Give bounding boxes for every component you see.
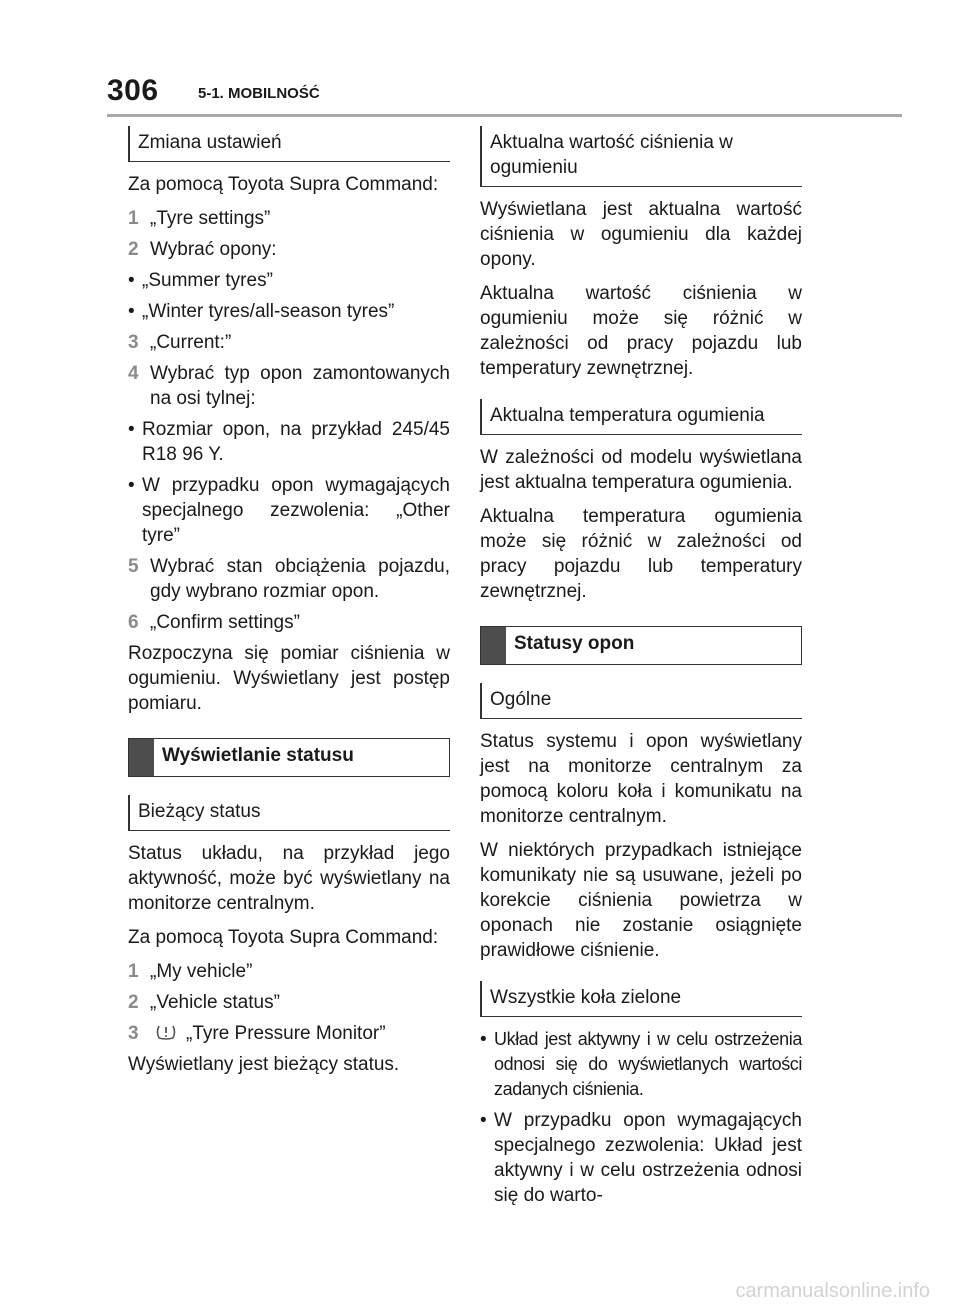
right-column <box>480 126 802 1214</box>
box-heading-label: Wyświetlanie statusu <box>162 745 354 766</box>
left-column <box>128 126 450 1086</box>
paragraph: Aktualna wartość ciśnienia w ogumieniu może się różnić w zależności od pracy pojazdu lub temperatury zewnętrznej. <box>480 283 802 379</box>
heading-bar <box>129 739 154 776</box>
paragraph: W zależności od modelu wyświetlana jest aktualna temperatura ogumienia. <box>480 447 802 493</box>
paragraph: Status systemu i opon wyświetlany jest na monitorze centralnym za pomocą koloru koła i komunikatu na monitorze centralnym. <box>480 731 802 827</box>
bullet-item: • W przypadku opon wymagających specjalnego zezwolenia: „Other tyre” <box>128 475 450 546</box>
step-item: 3 „Tyre Pressure Monitor” <box>128 1023 386 1044</box>
section-box-wyswietlanie-statusu <box>128 738 450 777</box>
step-number: 3 <box>128 1023 139 1044</box>
step-number: 3 <box>128 332 139 353</box>
paragraph: W niektórych przypadkach istniejące komunikaty nie są usuwane, jeżeli po korekcie ciśnienia powietrza w oponach nie zostanie osiągnięte prawidłowe ciśnienie. <box>480 840 802 961</box>
step-number: 1 <box>128 208 139 229</box>
subheading-biezacy-status: Bieżący status <box>128 795 450 831</box>
step-item: 2 Wybrać opony: <box>128 239 277 260</box>
paragraph: Aktualna temperatura ogumienia może się różnić w zależności od pracy pojazdu lub temperatury zewnętrznej. <box>480 506 802 602</box>
step-item: 6 „Confirm settings” <box>128 612 300 633</box>
section-box-statusy-opon <box>480 626 802 665</box>
step-number: 2 <box>128 239 139 260</box>
bullet-item: • Rozmiar opon, na przykład 245/45 R18 96 Y. <box>128 419 450 465</box>
page-number: 306 <box>107 74 159 107</box>
step-number: 1 <box>128 961 139 982</box>
bullet-item: • „Winter tyres/all-season tyres” <box>128 301 395 322</box>
paragraph: Wyświetlana jest aktualna wartość ciśnienia w ogumieniu dla każdej opony. <box>480 199 802 270</box>
heading-bar <box>481 627 506 664</box>
step-item: 4 Wybrać typ opon zamontowanych na osi tylnej: <box>128 363 450 409</box>
subheading-ogolne: Ogólne <box>480 683 802 719</box>
intro-text: Za pomocą Toyota Supra Command: <box>128 174 439 195</box>
step-item: 5 Wybrać stan obciążenia pojazdu, gdy wybrano rozmiar opon. <box>128 556 450 602</box>
paragraph: Status układu, na przykład jego aktywność, może być wyświetlany na monitorze centralnym. <box>128 843 450 914</box>
step-item: 1 „My vehicle” <box>128 961 253 982</box>
tyre-pressure-warning-icon <box>154 1023 178 1041</box>
watermark: carmanualsonline.info <box>735 1280 930 1302</box>
subheading-aktualna-temperatura: Aktualna temperatura ogumienia <box>480 399 802 435</box>
step-item: 1 „Tyre settings” <box>128 208 271 229</box>
paragraph: Rozpoczyna się pomiar ciśnienia w ogumieniu. Wyświetlany jest postęp pomiaru. <box>128 643 450 714</box>
subheading-aktualna-wartosc: Aktualna wartość ciśnienia w ogumieniu <box>480 126 802 187</box>
step-number: 5 <box>128 556 139 577</box>
step-item: 2 „Vehicle status” <box>128 992 280 1013</box>
step-number: 4 <box>128 363 139 384</box>
subheading-zmiana-ustawien: Zmiana ustawień <box>128 126 450 162</box>
box-heading-label: Statusy opon <box>514 633 635 654</box>
bullet-item: • Układ jest aktywny i w celu ostrzeżenia odnosi się do wyświetlanych wartości zadanych ciśnienia. <box>480 1029 802 1099</box>
step-number: 2 <box>128 992 139 1013</box>
header-divider <box>107 114 902 117</box>
bullet-item: • W przypadku opon wymagających specjalnego zezwolenia: Układ jest aktywny i w celu ostrzeżenia odnosi się do warto- <box>480 1110 802 1206</box>
step-number: 6 <box>128 612 139 633</box>
bullet-item: • „Summer tyres” <box>128 270 273 291</box>
intro-text: Za pomocą Toyota Supra Command: <box>128 927 439 948</box>
step-item: 3 „Current:” <box>128 332 232 353</box>
subheading-wszystkie-kola-zielone: Wszystkie koła zielone <box>480 981 802 1017</box>
section-title: 5-1. MOBILNOŚĆ <box>198 85 320 102</box>
paragraph: Wyświetlany jest bieżący status. <box>128 1054 400 1075</box>
